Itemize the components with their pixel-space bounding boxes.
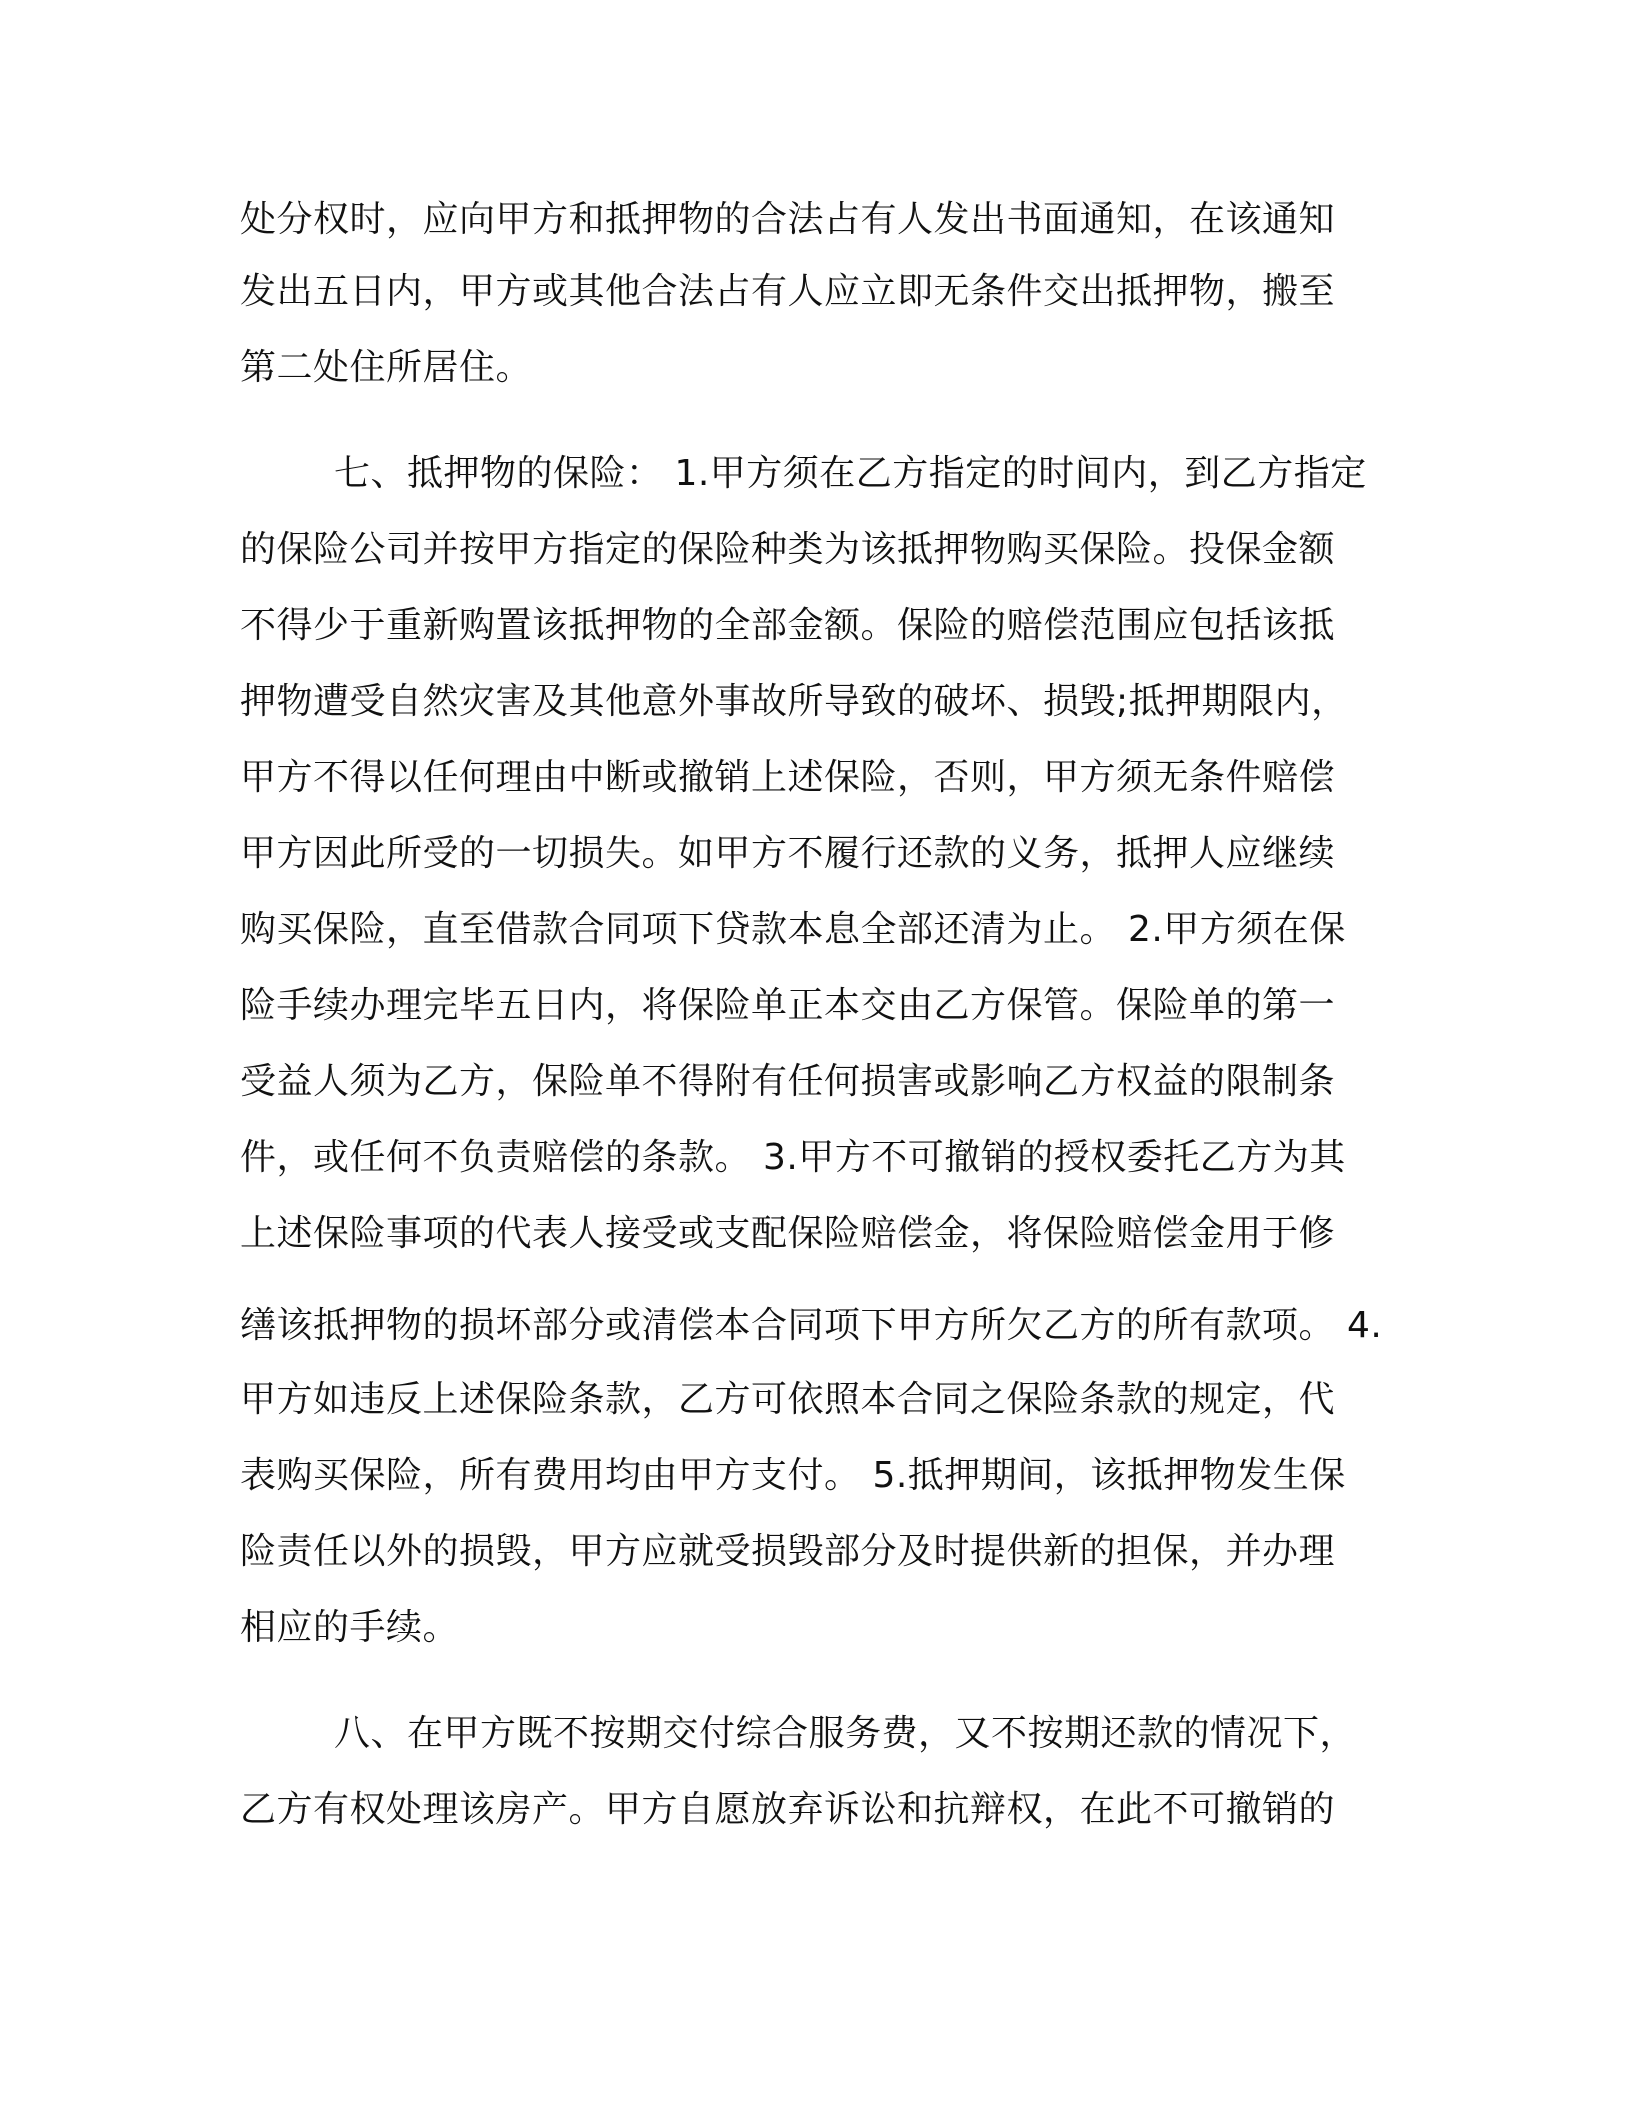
paragraph-2-line-2: 的保险公司并按甲方指定的保险种类为该抵押物购买保险。投保金额: [240, 529, 1336, 570]
paragraph-2-line-13: 甲方如违反上述保险条款，乙方可依照本合同之保险条款的规定，代: [240, 1379, 1336, 1420]
paragraph-2-line-4: 押物遭受自然灾害及其他意外事故所导致的破坏、损毁;抵押期限内，: [240, 681, 1348, 722]
paragraph-1-line-1: 处分权时，应向甲方和抵押物的合法占有人发出书面通知，在该通知: [240, 199, 1336, 240]
paragraph-1-line-2: 发出五日内，甲方或其他合法占有人应立即无条件交出抵押物，搬至: [240, 271, 1336, 312]
paragraph-2-line-12: 缮该抵押物的损坏部分或清偿本合同项下甲方所欠乙方的所有款项。 4.: [240, 1305, 1383, 1346]
paragraph-3-line-1: 八、在甲方既不按期交付综合服务费，又不按期还款的情况下，: [334, 1713, 1357, 1754]
paragraph-2-line-6: 甲方因此所受的一切损失。如甲方不履行还款的义务，抵押人应继续: [240, 833, 1336, 874]
paragraph-2-line-15: 险责任以外的损毁，甲方应就受损毁部分及时提供新的担保，并办理: [240, 1531, 1336, 1572]
paragraph-2-line-7: 购买保险，直至借款合同项下贷款本息全部还清为止。 2.甲方须在保: [240, 909, 1346, 950]
paragraph-2-line-16: 相应的手续。: [240, 1607, 460, 1648]
paragraph-3-line-2: 乙方有权处理该房产。甲方自愿放弃诉讼和抗辩权，在此不可撤销的: [240, 1789, 1336, 1830]
paragraph-2-line-3: 不得少于重新购置该抵押物的全部金额。保险的赔偿范围应包括该抵: [240, 605, 1336, 646]
paragraph-1-line-3: 第二处住所居住。: [240, 347, 533, 388]
paragraph-2-line-14: 表购买保险，所有费用均由甲方支付。 5.抵押期间，该抵押物发生保: [240, 1455, 1346, 1496]
paragraph-2-line-11: 上述保险事项的代表人接受或支配保险赔偿金，将保险赔偿金用于修: [240, 1213, 1336, 1254]
paragraph-2-line-8: 险手续办理完毕五日内，将保险单正本交由乙方保管。保险单的第一: [240, 985, 1336, 1026]
paragraph-2-line-10: 件，或任何不负责赔偿的条款。 3.甲方不可撤销的授权委托乙方为其: [240, 1137, 1346, 1178]
paragraph-2-line-5: 甲方不得以任何理由中断或撤销上述保险，否则，甲方须无条件赔偿: [240, 757, 1336, 798]
paragraph-2-line-1: 七、抵押物的保险： 1.甲方须在乙方指定的时间内，到乙方指定: [334, 453, 1367, 494]
paragraph-2-line-9: 受益人须为乙方，保险单不得附有任何损害或影响乙方权益的限制条: [240, 1061, 1336, 1102]
